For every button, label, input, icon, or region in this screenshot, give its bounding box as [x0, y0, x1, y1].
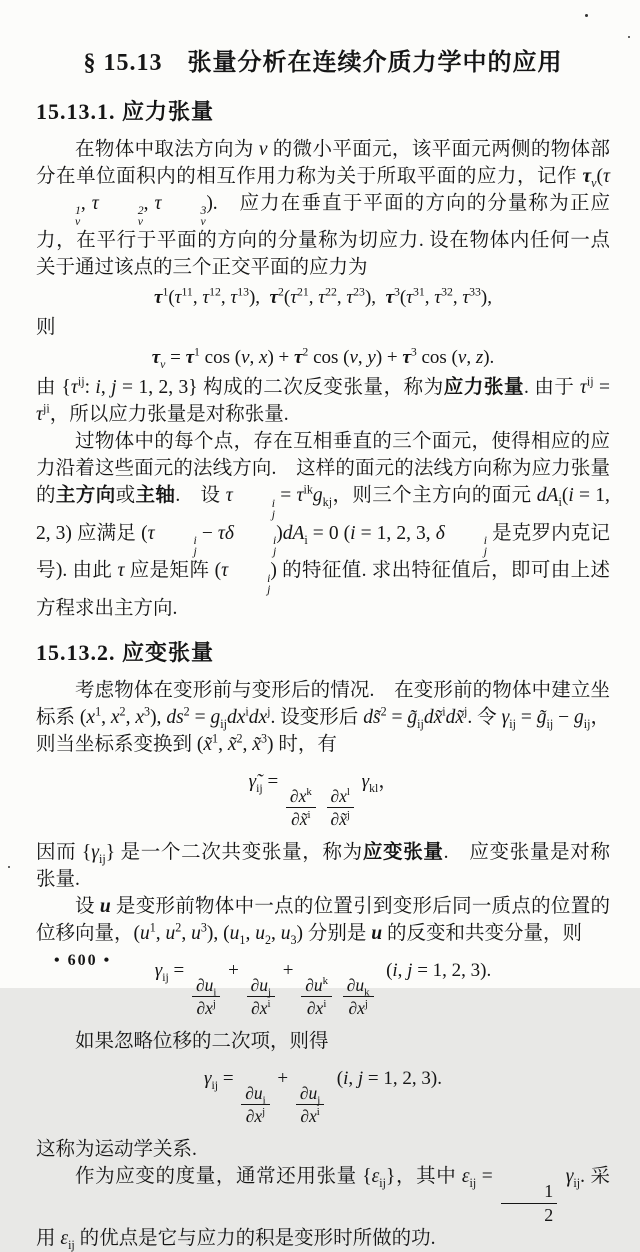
formula-strain-linear: $\gamma_{ij}$ = $\frac{\partial u_i}{\partial x^j}$ + $\frac{\partial u_j}{\partial x^i}$ (i, j = 1, 2, 3). — [204, 1067, 442, 1126]
page-number: • 600 • — [54, 952, 112, 969]
section-title: § 15.13 张量分析在连续介质力学中的应用 — [83, 50, 563, 76]
formula-stress-components: $\tau^1(\tau^{11}$, $\tau^{12}$, $\tau^{13}$), $\tau^2(\tau^{21}$, $\tau^{22}$, $\tau^{23}$), $\tau^3(\tau^{31}$, $\tau^{32}$, $\tau^{33}$), — [154, 286, 492, 309]
formula-stress-vector: $\tau_\nu = \tau^1$ cos (ν, $x) + \tau^2$ cos (ν, $y) + \tau^3$ cos (ν, z). — [151, 346, 495, 372]
paragraph-strain-covariant: 因而 $\{\gamma_{ij}\}$ 是一个二次共变张量，称为应变张量. 应变张量是对称张量. — [36, 841, 610, 890]
paragraph-stress-intro: 在物体中取法方向为 ν 的微小平面元，该平面元两侧的物体部分在单位面积内的相互作用力称为关于所取平面的应力，记作 $\tau_\nu(\tau$ 1 ν , τ 2 ν , τ 3 ν ). 应力在垂直于平面的方向的分量称为正应力，在平行于平面的方向的分量称为切应力. 设在物体内任何一点关于通过该点的三个正交平面的应力为 — [36, 139, 611, 279]
paragraph-strain-intro: 考虑物体在变形前与变形后的情况. 在变形前的物体中建立坐标系 ($x^1$, $x^2$, $x^3$), $ds^2 = g_{ij}dx^idx^j$. 设变形后 ds̃$^2$ = $g̃_{ij}dx̃^idx̃^j$. 令 $\gamma_{ij}$ = $g̃_{ij} - g_{ij}$，则当坐标系变换到 (x̃$^1$, x̃$^2$, x̃$^3$) 时，有 — [36, 679, 610, 755]
scan-noise-speck — [585, 14, 588, 17]
subsection-heading-stress: 15.13.1. 应力张量 — [36, 99, 215, 124]
connector-then: 则 — [36, 317, 56, 339]
paragraph-stress-tensor-definition: 由 {$\tau^{ij}$: i, j = 1, 2, 3} 构成的二次反变张量，称为应力张量. 由于 $\tau^{ij} = \tau^{ji}$，所以应力张量是对称张量. — [36, 374, 611, 426]
formula-strain-transform: $\gammã_{ij}$ = $\frac{\partial x^k}{\partial x̃^i}$ $\frac{\partial x^l}{\partial x̃^j}$ $\gamma_{kl}$， — [248, 770, 398, 829]
paragraph-principal-directions: 过物体中的每个点，存在互相垂直的三个面元，使得相应的应力沿着这些面元的法线方向. 这样的面元的法线方向称为应力张量的主方向或主轴. 设 τ i j = $\tau^{ik}g_{kj}$，则三个主方向的面元 $dA_i(i = 1$, 2, 3) 应满足 (τ i j − τδ i j )$dA_i = 0$ (i = 1, 2, 3, δ i j 是克罗内克记号). 由此 τ 应是矩阵 (τ i j ) 的特征值. 求出特征值后，即可由上述方程求出主方向. — [36, 431, 610, 619]
scan-noise-speck — [628, 36, 630, 38]
paragraph-ignore-quadratic: 如果忽略位移的二次项，则得 — [75, 1030, 329, 1052]
paragraph-displacement-vector: 设 u 是变形前物体中一点的位置引到变形后同一质点的位置的 位移向量，($u^1$, $u^2$, $u^3$), ($u_1$, $u_2$, $u_3$) 分别是 u 的反变和共变分量，则 — [36, 895, 610, 947]
scan-noise-speck — [8, 866, 10, 868]
paragraph-kinematic-relation: 这称为运动学关系. — [36, 1138, 197, 1160]
formula-strain-displacement-full: $\gamma_{ij}$ = $\frac{\partial u_i}{\partial x^j}$ + $\frac{\partial u_j}{\partial x^i}$ + $\frac{\partial u^k}{\partial x^i}$ $\frac{\partial u_k}{\partial x^j}$ (i, j = 1, 2, 3). — [154, 959, 492, 1018]
subsection-heading-strain: 15.13.2. 应变张量 — [36, 639, 215, 665]
paragraph-epsilon-measure: 作为应变的度量，通常还用张量 $\{\varepsilon_{ij}\}$，其中 $\varepsilon_{ij}$ = $\frac{1}{2}$ $\gamma_{ij}$. 采用 $\varepsilon_{ij}$ 的优点是它与应力的积是变形时所做的功. — [36, 1165, 610, 1252]
